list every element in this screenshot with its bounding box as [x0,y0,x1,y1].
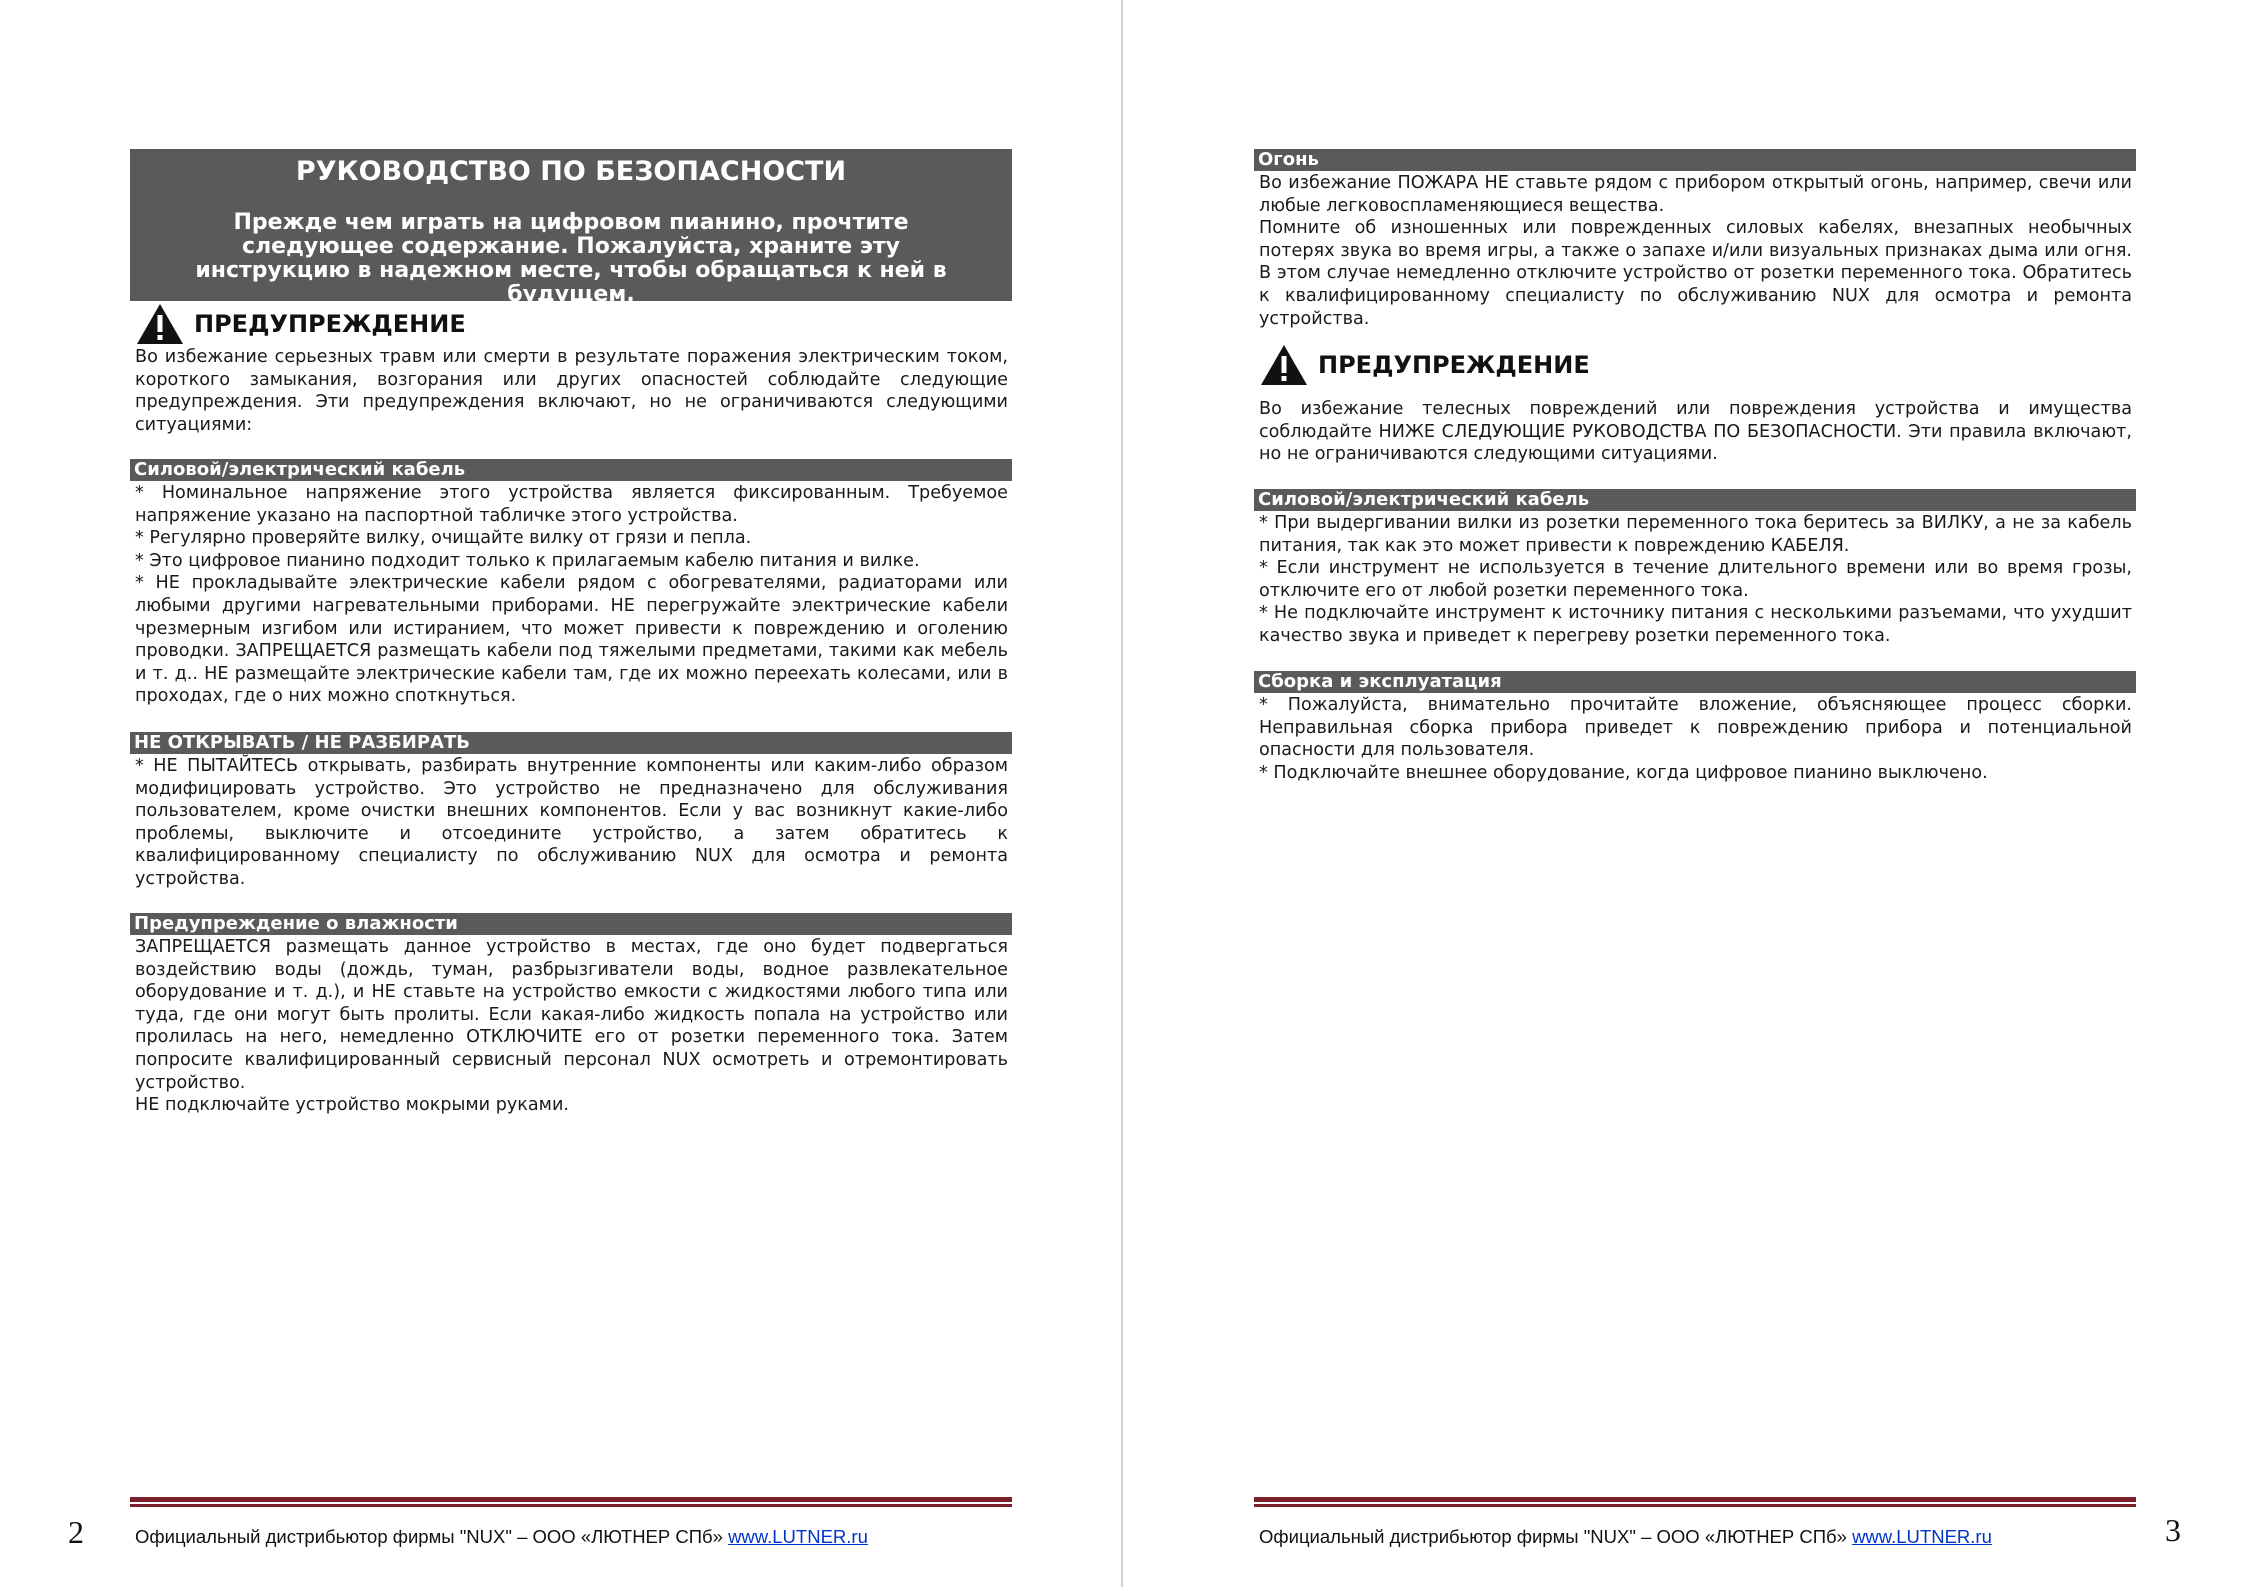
section-body-assembly [1259,694,2132,784]
warning-triangle-icon [1260,344,1308,386]
section-heading-label: Сборка и эксплуатация [1258,671,1502,692]
warning-text-right [1259,398,2132,466]
warning-text-left [135,346,1008,436]
section-heading-label: Огонь [1258,149,1319,170]
section-heading-power-cable-right [1254,489,2136,511]
paragraph: НЕ подключайте устройство мокрыми руками. [135,1095,569,1116]
section-heading-label: Предупреждение о влажности [134,913,458,934]
page-number: 3 [2165,1512,2181,1548]
intro-text: Прежде чем играть на цифровом пианино, прочтите следующее содержание. Пожалуйста, храните эту инструкцию в надежном месте, чтобы обращаться к ней в будущем. [195,210,947,307]
section-body-fire [1259,172,2132,330]
paragraph: * Подключайте внешнее оборудование, когда цифровое пианино выключено. [1259,762,1988,783]
warning-heading-left [136,303,466,345]
section-body-power-cable [135,482,1008,708]
warning-triangle-icon [136,303,184,345]
title-box [130,149,1012,307]
section-heading-moisture [130,913,1012,935]
section-body-power-cable-right [1259,512,2132,648]
section-body-do-not-open [135,755,1008,891]
footer-rule [1254,1497,2136,1507]
footer-distributor [135,1526,868,1548]
paragraph: Во избежание ПОЖАРА НЕ ставьте рядом с прибором открытый огонь, например, свечи или любые легковоспламеняющиеся вещества. [1259,173,2132,216]
warning-heading-label: ПРЕДУПРЕЖДЕНИЕ [1318,351,1590,379]
page-left [0,0,1121,1587]
section-heading-power-cable [130,459,1012,481]
section-heading-label: Силовой/электрический кабель [1258,489,1590,510]
section-heading-fire [1254,149,2136,171]
paragraph: * При выдергивании вилки из розетки переменного тока беритесь за ВИЛКУ, а не за кабель питания, так как это может привести к повреждению КАБЕЛЯ. [1259,513,2132,556]
paragraph: * НЕ прокладывайте электрические кабели рядом с обогревателями, радиаторами или любыми другими нагревательными приборами. НЕ перегружайте электрические кабели чрезмерным изгибом или истиранием, что может привести к повреждению и оголению проводки. ЗАПРЕЩАЕТСЯ размещать кабели под тяжелыми предметами, такими как мебель и т. д.. НЕ размещайте электрические кабели там, где их можно переехать колесами, или в проходах, где о них можно споткнуться. [135,573,1008,707]
paragraph: * НЕ ПЫТАЙТЕСЬ открывать, разбирать внутренние компоненты или каким-либо образом модифицировать устройство. Это устройство не предназначено для обслуживания пользователем, кроме очистки внешних компонентов. Если у вас возникнут какие-либо проблемы, выключите и отсоедините устройство, а затем обратитесь к квалифицированному специалисту по обслуживанию NUX для осмотра и ремонта устройства. [135,756,1008,889]
section-heading-do-not-open [130,732,1012,754]
footer-distributor [1259,1526,1992,1548]
document-title: РУКОВОДСТВО ПО БЕЗОПАСНОСТИ [295,156,847,187]
paragraph: ЗАПРЕЩАЕТСЯ размещать данное устройство в местах, где оно будет подвергаться воздействию воды (дождь, туман, разбрызгиватели воды, водное развлекательное оборудование и т. д.), и НЕ ставьте на устройство емкости с жидкостями любого типа или туда, где они могут быть пролиты. Если какая-либо жидкость попала на устройство или пролилась на него, немедленно ОТКЛЮЧИТЕ его от розетки переменного тока. Затем попросите квалифицированный сервисный персонал NUX осмотреть и отремонтировать устройство. [135,937,1008,1093]
paragraph: * Не подключайте инструмент к источнику питания с несколькими разъемами, что ухудшит качество звука и приведет к перегреву розетки переменного тока. [1259,603,2132,646]
warning-paragraph: Во избежание серьезных травм или смерти в результате поражения электрическим током, короткого замыкания, возгорания или других опасностей соблюдайте следующие предупреждения. Эти предупреждения включают, но не ограничиваются следующими ситуациями: [135,347,1008,435]
paragraph: * Номинальное напряжение этого устройства является фиксированным. Требуемое напряжение указано на паспортной табличке этого устройства. [135,483,1008,526]
paragraph: * Пожалуйста, внимательно прочитайте вложение, объясняющее процесс сборки. Неправильная сборка прибора приведет к повреждению прибора и потенциальной опасности для пользователя. [1259,695,2132,761]
warning-heading-right [1260,344,1590,386]
page-right [1123,0,2245,1587]
section-heading-assembly [1254,671,2136,693]
footer-link[interactable]: www.LUTNER.ru [1852,1526,1992,1547]
footer-label: Официальный дистрибьютор фирмы "NUX" – ООО «ЛЮТНЕР СПб» [135,1526,729,1547]
footer-label: Официальный дистрибьютор фирмы "NUX" – ООО «ЛЮТНЕР СПб» [1259,1526,1853,1547]
section-heading-label: Силовой/электрический кабель [134,459,466,480]
section-body-moisture [135,936,1008,1117]
paragraph: * Если инструмент не используется в течение длительного времени или во время грозы, отключите его от любой розетки переменного тока. [1259,558,2132,601]
warning-paragraph: Во избежание телесных повреждений или повреждения устройства и имущества соблюдайте НИЖЕ СЛЕДУЮЩИЕ РУКОВОДСТВА ПО БЕЗОПАСНОСТИ. Эти правила включают, но не ограничиваются следующими ситуациями. [1259,399,2132,465]
footer-rule [130,1497,1012,1507]
section-heading-label: НЕ ОТКРЫВАТЬ / НЕ РАЗБИРАТЬ [134,732,470,753]
paragraph: * Это цифровое пианино подходит только к прилагаемым кабелю питания и вилке. [135,550,920,571]
footer-link[interactable]: www.LUTNER.ru [728,1526,868,1547]
warning-heading-label: ПРЕДУПРЕЖДЕНИЕ [194,310,466,338]
paragraph: * Регулярно проверяйте вилку, очищайте вилку от грязи и пепла. [135,528,752,549]
page-number: 2 [68,1514,84,1550]
paragraph: Помните об изношенных или поврежденных силовых кабелях, внезапных необычных потерях звука во время игры, а также о запахе и/или визуальных признаках дыма или огня. В этом случае немедленно отключите устройство от розетки переменного тока. Обратитесь к квалифицированному специалисту по обслуживанию NUX для осмотра и ремонта устройства. [1259,218,2132,329]
